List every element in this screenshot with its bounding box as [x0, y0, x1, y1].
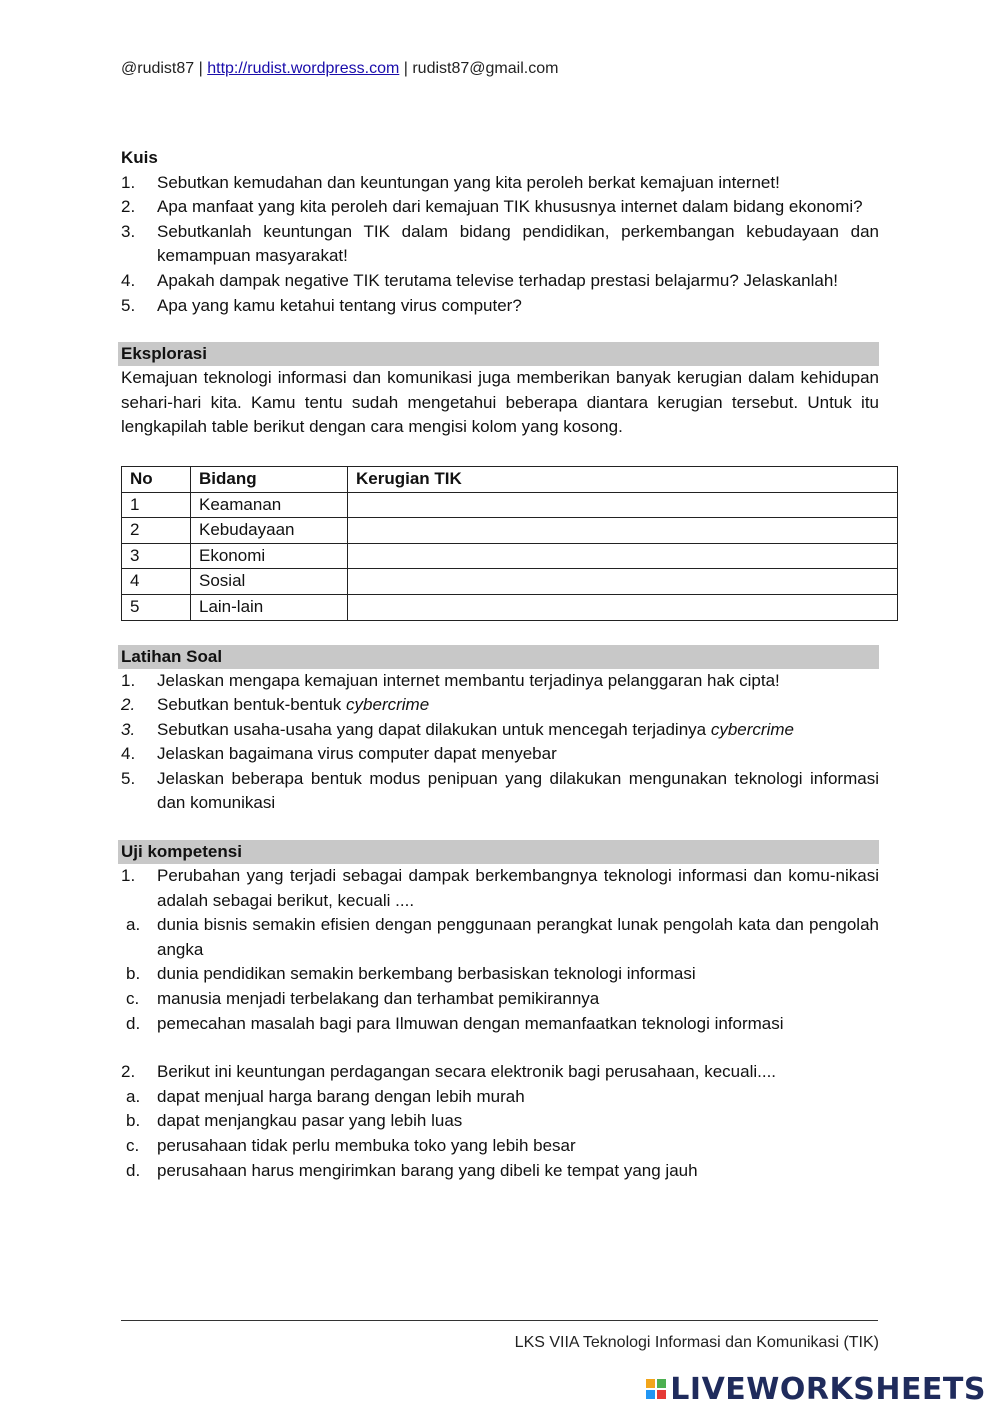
option-text: manusia menjadi terbelakang dan terhambat pemikirannya — [157, 989, 600, 1009]
answer-option[interactable] — [121, 987, 879, 1012]
cell-no: 3 — [122, 543, 191, 569]
item-text: Apakah dampak negative TIK terutama televise terhadap prestasi belajarmu? Jelaskanlah! — [157, 270, 839, 290]
cell-bidang: Sosial — [191, 569, 348, 595]
option-letter: a. — [126, 915, 141, 935]
item-number: 1. — [121, 172, 136, 192]
uji-q2 — [121, 1060, 879, 1183]
cell-bidang: Ekonomi — [191, 543, 348, 569]
footer-divider — [121, 1320, 878, 1321]
kuis-item — [121, 294, 879, 319]
column-header-no: No — [122, 466, 191, 492]
option-letter: a. — [126, 1086, 141, 1106]
eksplorasi-title: Eksplorasi — [118, 342, 879, 366]
option-letter: d. — [126, 1160, 141, 1180]
option-letter: b. — [126, 1111, 141, 1131]
latihan-item — [121, 742, 879, 767]
item-text: Jelaskan bagaimana virus computer dapat menyebar — [157, 744, 557, 764]
table-row — [122, 492, 898, 518]
table-header-row — [122, 466, 898, 492]
author-email: rudist87@gmail.com — [412, 60, 559, 77]
footer-title: LKS VIIA Teknologi Informasi dan Komunikasi (TIK) — [514, 1334, 879, 1351]
kuis-list — [121, 171, 879, 319]
item-number: 4. — [121, 744, 136, 764]
cell-no: 2 — [122, 518, 191, 544]
option-text: dapat menjual harga barang dengan lebih murah — [157, 1086, 525, 1106]
cell-kerugian-empty[interactable] — [348, 594, 898, 620]
option-text: perusahaan harus mengirimkan barang yang dibeli ke tempat yang jauh — [157, 1160, 698, 1180]
answer-option[interactable] — [121, 1085, 879, 1110]
item-number: 1. — [121, 670, 136, 690]
latihan-item — [121, 718, 879, 743]
item-number: 5. — [121, 768, 136, 788]
latihan-title: Latihan Soal — [118, 645, 879, 669]
header-separator: | — [194, 60, 208, 77]
answer-option[interactable] — [121, 913, 879, 962]
option-text: dunia bisnis semakin efisien dengan penggunaan perangkat lunak pengolah kata dan pengolah angka — [157, 915, 879, 959]
item-text: Apa yang kamu ketahui tentang virus computer? — [157, 295, 522, 315]
item-number: 4. — [121, 270, 136, 290]
item-italic-term: cybercrime — [346, 695, 430, 715]
table-row — [122, 543, 898, 569]
uji-q1 — [121, 864, 879, 1036]
latihan-item — [121, 767, 879, 816]
logo-square — [657, 1379, 666, 1388]
kerugian-table — [121, 466, 898, 621]
logo-square — [657, 1390, 666, 1399]
header-separator: | — [399, 60, 413, 77]
kuis-item — [121, 171, 879, 196]
option-letter: c. — [126, 1136, 140, 1155]
item-text: Sebutkan kemudahan dan keuntungan yang kita peroleh berkat kemajuan internet! — [157, 172, 780, 192]
item-number: 5. — [121, 295, 136, 315]
table-row — [122, 569, 898, 595]
item-text: Sebutkan usaha-usaha yang dapat dilakukan untuk mencegah terjadinya — [157, 719, 711, 739]
cell-kerugian-empty[interactable] — [348, 492, 898, 518]
item-text: Jelaskan mengapa kemajuan internet membantu terjadinya pelanggaran hak cipta! — [157, 670, 780, 690]
cell-no: 4 — [122, 569, 191, 595]
kuis-title: Kuis — [121, 148, 158, 167]
option-letter: d. — [126, 1013, 141, 1033]
logo-square — [646, 1390, 655, 1399]
item-text: Berikut ini keuntungan perdagangan secara elektronik bagi perusahaan, kecuali.... — [157, 1062, 777, 1082]
item-number: 3. — [121, 221, 136, 241]
latihan-item — [121, 669, 879, 694]
answer-option[interactable] — [121, 1109, 879, 1134]
kuis-item — [121, 220, 879, 269]
cell-bidang: Kebudayaan — [191, 518, 348, 544]
cell-no: 1 — [122, 492, 191, 518]
table-row — [122, 594, 898, 620]
option-text: dapat menjangkau pasar yang lebih luas — [157, 1111, 463, 1131]
item-text: Sebutkanlah keuntungan TIK dalam bidang pendidikan, perkembangan kebudayaan dan kemampuan masyarakat! — [157, 221, 879, 266]
answer-option[interactable] — [121, 1134, 879, 1159]
logo-square — [646, 1379, 655, 1388]
kuis-item — [121, 195, 879, 220]
answer-option[interactable] — [121, 1012, 879, 1037]
question-text — [121, 864, 879, 913]
item-italic-term: cybercrime — [710, 719, 794, 739]
item-text: Jelaskan beberapa bentuk modus penipuan yang dilakukan mengunakan teknologi informasi dan komunikasi — [157, 768, 879, 813]
column-header-kerugian: Kerugian TIK — [348, 466, 898, 492]
question-text — [121, 1060, 879, 1085]
answer-option[interactable] — [121, 1159, 879, 1184]
item-text: Sebutkan bentuk-bentuk — [157, 695, 347, 715]
item-text: Perubahan yang terjadi sebagai dampak berkembangnya teknologi informasi dan komu-nikasi adalah sebagai berikut, kecuali .... — [157, 866, 879, 910]
item-number: 2. — [121, 695, 136, 715]
eksplorasi-paragraph: Kemajuan teknologi informasi dan komunikasi juga memberikan banyak kerugian dalam kehidupan sehari-hari kita. Kamu tentu sudah mengetahui beberapa diantara kerugian tersebut. Untuk itu lengkapilah table berikut dengan cara mengisi kolom yang kosong. — [121, 368, 879, 437]
item-number: 1. — [121, 866, 136, 886]
cell-bidang: Lain-lain — [191, 594, 348, 620]
answer-option[interactable] — [121, 962, 879, 987]
cell-kerugian-empty[interactable] — [348, 569, 898, 595]
blog-link[interactable]: http://rudist.wordpress.com — [207, 60, 400, 77]
cell-bidang: Keamanan — [191, 492, 348, 518]
kuis-item — [121, 269, 879, 294]
option-letter: c. — [126, 989, 140, 1009]
author-handle: @rudist87 — [121, 60, 195, 77]
item-number: 2. — [121, 197, 136, 217]
latihan-list — [121, 669, 879, 817]
item-text: Apa manfaat yang kita peroleh dari kemajuan TIK khususnya internet dalam bidang ekonomi? — [157, 197, 863, 217]
worksheet-content — [121, 146, 879, 1183]
uji-title: Uji kompetensi — [118, 840, 879, 864]
option-text: perusahaan tidak perlu membuka toko yang lebih besar — [157, 1136, 576, 1155]
option-text: dunia pendidikan semakin berkembang berbasiskan teknologi informasi — [157, 964, 696, 984]
latihan-item — [121, 693, 879, 718]
item-number: 2. — [121, 1062, 136, 1082]
option-letter: b. — [126, 964, 141, 984]
option-text: pemecahan masalah bagi para Ilmuwan dengan memanfaatkan teknologi informasi — [157, 1013, 784, 1033]
item-number: 3. — [121, 719, 136, 739]
cell-kerugian-empty[interactable] — [348, 543, 898, 569]
table-row — [122, 518, 898, 544]
liveworksheets-logo-icon — [646, 1379, 666, 1399]
liveworksheets-watermark — [646, 1371, 986, 1407]
column-header-bidang: Bidang — [191, 466, 348, 492]
watermark-text: LIVEWORKSHEETS — [670, 1371, 986, 1407]
cell-no: 5 — [122, 594, 191, 620]
page-header — [121, 60, 558, 78]
cell-kerugian-empty[interactable] — [348, 518, 898, 544]
